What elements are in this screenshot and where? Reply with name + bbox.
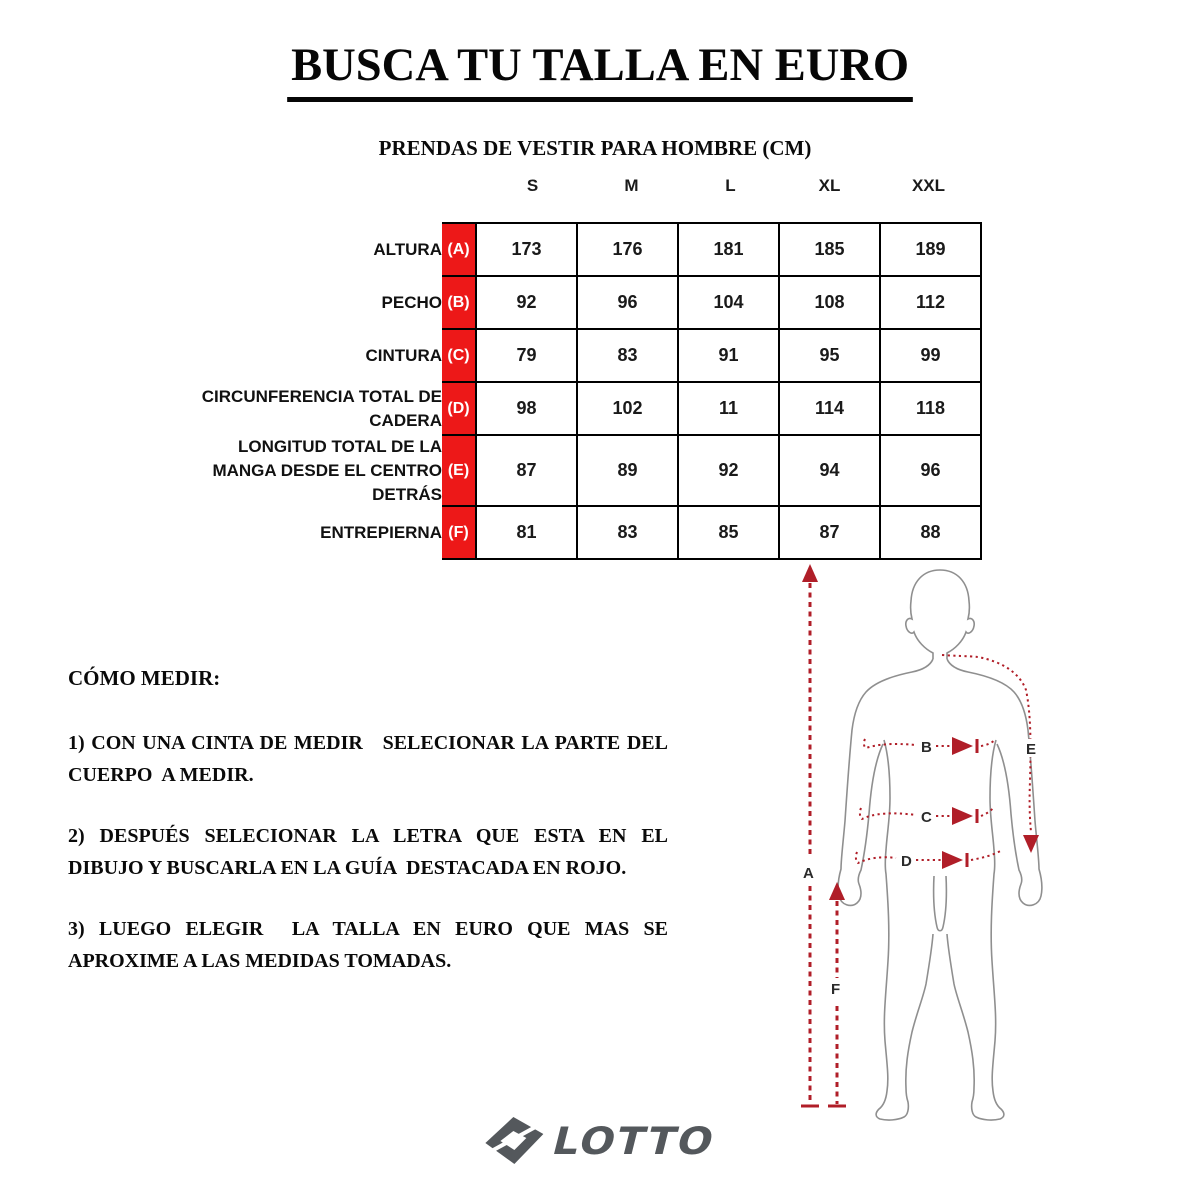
table-row	[182, 506, 981, 559]
measure-line-f	[828, 882, 846, 1106]
size-value: 181	[678, 223, 779, 276]
row-label-cintura: CINTURA	[365, 345, 442, 365]
size-value: 91	[678, 329, 779, 382]
page-title: BUSCA TU TALLA EN EURO	[287, 38, 913, 102]
size-value: 95	[779, 329, 880, 382]
lotto-logo-text: LOTTO	[547, 1118, 721, 1163]
size-value: 83	[577, 329, 678, 382]
size-value: 11	[678, 382, 779, 435]
measure-line-e	[942, 655, 1039, 853]
size-value: 173	[476, 223, 577, 276]
table-row	[182, 382, 981, 435]
body-outline	[838, 570, 1042, 1120]
size-value: 96	[880, 435, 981, 506]
row-label-manga: LONGITUD TOTAL DE LA MANGA DESDE EL CENTRO DETRÁS	[212, 437, 442, 504]
measure-line-a	[801, 564, 819, 1106]
measure-letter-badge-c: (C)	[442, 329, 476, 382]
size-value: 108	[779, 276, 880, 329]
row-label-cadera: CIRCUNFERENCIA TOTAL DE CADERA	[201, 386, 442, 430]
size-value: 118	[880, 382, 981, 435]
table-row	[182, 329, 981, 382]
size-value: 92	[476, 276, 577, 329]
measure-line-b	[864, 737, 996, 756]
row-label-altura: ALTURA	[373, 239, 442, 259]
instructions-section	[68, 666, 673, 1005]
size-table	[182, 222, 982, 560]
size-value: 102	[577, 382, 678, 435]
size-value: 94	[779, 435, 880, 506]
instructions-heading: CÓMO MEDIR:	[68, 666, 221, 690]
column-header-l: L	[725, 176, 736, 195]
size-value: 189	[880, 223, 981, 276]
size-column-headers	[483, 176, 978, 196]
size-value: 185	[779, 223, 880, 276]
size-value: 92	[678, 435, 779, 506]
size-value: 87	[476, 435, 577, 506]
measure-label-a: A	[803, 865, 814, 882]
size-value: 176	[577, 223, 678, 276]
measure-letter-badge-a: (A)	[442, 223, 476, 276]
column-header-s: S	[526, 176, 539, 195]
size-value: 87	[779, 506, 880, 559]
measure-letter-badge-e: (E)	[442, 435, 476, 506]
column-header-xxl: XXL	[911, 176, 946, 195]
size-value: 104	[678, 276, 779, 329]
instruction-item-1: 1) CON UNA CINTA DE MEDIR SELECIONAR LA PARTE DEL CUERPO A MEDIR.	[68, 732, 673, 787]
body-measurement-diagram	[780, 556, 1080, 1134]
measure-label-e: E	[1026, 741, 1037, 758]
row-label-entrepierna: ENTREPIERNA	[320, 522, 442, 542]
page-header	[0, 38, 1200, 102]
measure-letter-badge-d: (D)	[442, 382, 476, 435]
size-value: 98	[476, 382, 577, 435]
measure-line-c	[860, 807, 994, 826]
page-subtitle-wrap	[0, 136, 1190, 161]
measure-letter-badge-f: (F)	[442, 506, 476, 559]
measure-line-d	[856, 850, 1002, 870]
instruction-item-2: 2) DESPUÉS SELECIONAR LA LETRA QUE ESTA EN EL DIBUJO Y BUSCARLA EN LA GUÍA DESTACADA EN ROJO.	[68, 824, 673, 880]
measure-letter-badge-b: (B)	[442, 276, 476, 329]
size-value: 88	[880, 506, 981, 559]
size-value: 99	[880, 329, 981, 382]
table-row	[182, 223, 981, 276]
size-value: 114	[779, 382, 880, 435]
size-value: 85	[678, 506, 779, 559]
size-value: 112	[880, 276, 981, 329]
size-value: 96	[577, 276, 678, 329]
measure-label-f: F	[831, 981, 841, 998]
column-header-xl: XL	[818, 176, 841, 195]
table-row	[182, 435, 981, 506]
instruction-item-3: 3) LUEGO ELEGIR LA TALLA EN EURO QUE MAS SE APROXIME A LAS MEDIDAS TOMADAS.	[68, 917, 672, 972]
row-label-pecho: PECHO	[381, 292, 442, 312]
column-header-m: M	[624, 176, 639, 195]
measure-label-b: B	[921, 739, 932, 756]
size-value: 79	[476, 329, 577, 382]
table-row	[182, 276, 981, 329]
measure-label-d: D	[901, 853, 912, 870]
lotto-logo-mark-icon	[485, 1116, 543, 1166]
size-value: 81	[476, 506, 577, 559]
lotto-logo	[485, 1116, 721, 1166]
measure-label-c: C	[921, 809, 932, 826]
size-value: 89	[577, 435, 678, 506]
page-subtitle: PRENDAS DE VESTIR PARA HOMBRE (CM)	[378, 136, 812, 160]
size-value: 83	[577, 506, 678, 559]
